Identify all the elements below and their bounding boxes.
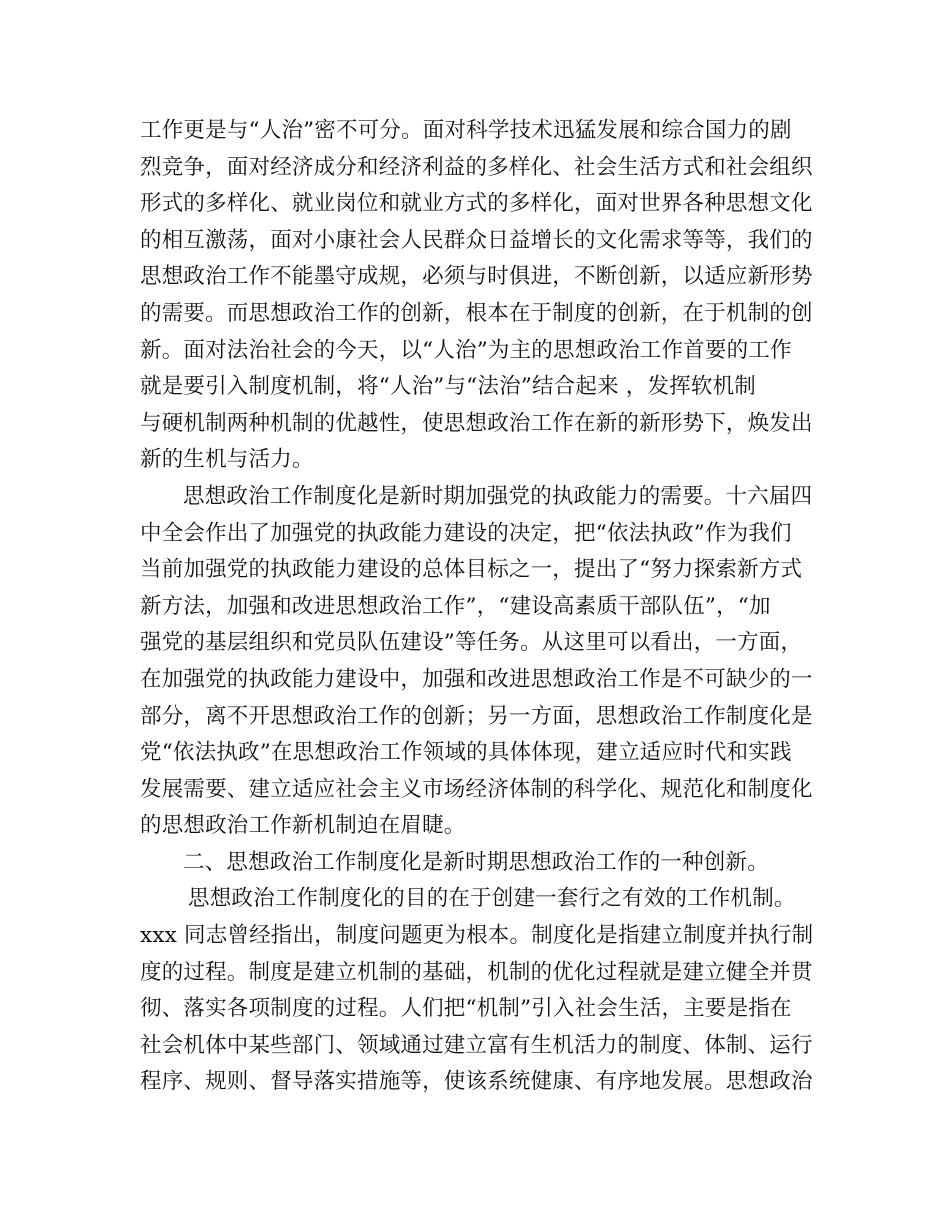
text-line: 党“依法执政”在思想政治工作领域的具体体现，建立适应时代和实践 <box>140 740 792 766</box>
text-line: 强党的基层组织和党员队伍建设”等任务。从这里可以看出，一方面， <box>140 630 803 656</box>
text-line: 度的过程。制度是建立机制的基础，机制的优化过程就是建立健全并贯 <box>140 959 813 985</box>
paragraph-first-line: 思想政治工作制度化是新时期加强党的执政能力的需要。十六届四 <box>183 483 813 509</box>
text-line: 新方法，加强和改进思想政治工作”，“建设高素质干部队伍”，“加 <box>140 593 771 619</box>
text-line: 新的生机与活力。 <box>140 447 314 473</box>
document-body <box>140 113 812 1101</box>
text-line: 的需要。而思想政治工作的创新，根本在于制度的创新，在于机制的创 <box>140 300 813 326</box>
text-line: 彻、落实各项制度的过程。人们把“机制”引入社会生活，主要是指在 <box>140 996 792 1022</box>
text-line: 的思想政治工作新机制迫在眉睫。 <box>140 813 466 839</box>
text-line: 当前加强党的执政能力建设的总体目标之一，提出了“努力探索新方式 <box>140 557 803 583</box>
text-line: xxx 同志曾经指出，制度问题更为根本。制度化是指建立制度并执行制 <box>140 923 814 949</box>
text-line: 程序、规则、督导落实措施等，使该系统健康、有序地发展。思想政治 <box>140 1069 813 1095</box>
text-line: 在加强党的执政能力建设中，加强和改进思想政治工作是不可缺少的一 <box>140 666 813 692</box>
text-line: 社会机体中某些部门、领域通过建立富有生机活力的制度、体制、运行 <box>140 1032 813 1058</box>
text-line: 新。面对法治社会的今天，以“人治”为主的思想政治工作首要的工作 <box>140 337 792 363</box>
text-line: 的相互激荡，面对小康社会人民群众日益增长的文化需求等等，我们的 <box>140 227 813 253</box>
text-line: 与硬机制两种机制的优越性，使思想政治工作在新的新形势下，焕发出 <box>140 410 813 436</box>
text-line: 中全会作出了加强党的执政能力建设的决定，把“依法执政”作为我们 <box>140 520 792 546</box>
text-line: 部分，离不开思想政治工作的创新；另一方面，思想政治工作制度化是 <box>140 703 813 729</box>
section-heading: 二、思想政治工作制度化是新时期思想政治工作的一种创新。 <box>183 849 769 875</box>
text-line: 形式的多样化、就业岗位和就业方式的多样化，面对世界各种思想文化 <box>140 191 813 217</box>
text-line: 就是要引入制度机制，将“人治”与“法治”结合起来 ，发挥软机制 <box>140 374 757 400</box>
text-line: 烈竞争，面对经济成分和经济利益的多样化、社会生活方式和社会组织 <box>140 154 813 180</box>
paragraph-first-line: 思想政治工作制度化的目的在于创建一套行之有效的工作机制。 <box>188 886 796 912</box>
text-line: 发展需要、建立适应社会主义市场经济体制的科学化、规范化和制度化 <box>140 776 813 802</box>
text-line: 思想政治工作不能墨守成规，必须与时俱进，不断创新，以适应新形势 <box>140 264 813 290</box>
text-line: 工作更是与“人治”密不可分。面对科学技术迅猛发展和综合国力的剧 <box>140 118 792 143</box>
